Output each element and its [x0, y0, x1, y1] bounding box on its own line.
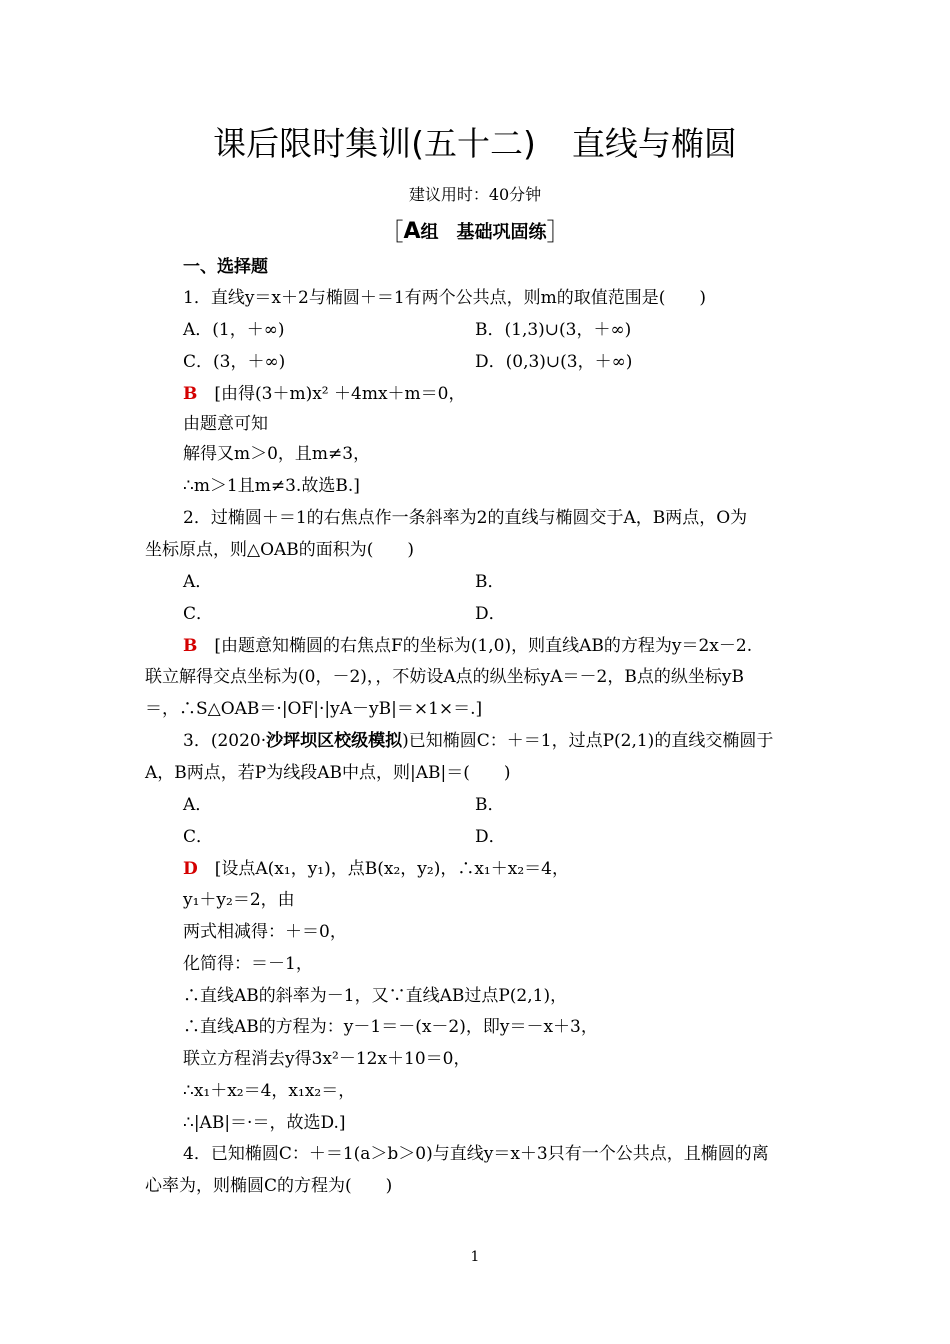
q2-option-b: B． [475, 572, 505, 592]
q1-option-d: D．(0,3)∪(3，＋∞) [475, 352, 633, 372]
q1-solution-line: 解得又m＞0，且m≠3， [183, 444, 371, 464]
q3-solution-line: 联立方程消去y得3x²－12x＋10＝0， [183, 1049, 471, 1069]
q3-stem: 3．(2020·沙坪坝区校级模拟)已知椭圆C：＋＝1，过点P(2,1)的直线交椭圆于 [183, 731, 774, 751]
q3-solution-line: D [设点A(x₁，y₁)，点B(x₂，y₂)，∴x₁＋x₂＝4， [183, 859, 569, 879]
q2-solution-line: B [由题意知椭圆的右焦点F的坐标为(1,0)，则直线AB的方程为y＝2x－2. [183, 636, 753, 656]
time-hint: 建议用时：40分钟 [408, 185, 542, 204]
q2-stem: 坐标原点，则△OAB的面积为( ) [145, 540, 415, 560]
q2-option-a: A． [183, 572, 213, 592]
q1-stem: 1．直线y＝x＋2与椭圆＋＝1有两个公共点，则m的取值范围是( ) [183, 288, 707, 308]
q3-option-c: C． [183, 827, 214, 847]
q3-solution-line: ∴x₁＋x₂＝4，x₁x₂＝， [183, 1081, 356, 1101]
q2-option-d: D． [475, 604, 506, 624]
title-topic: 直线与椭圆 [571, 124, 737, 163]
q1-solution-line: 由题意可知 [183, 414, 268, 434]
q3-stem: A，B两点，若P为线段AB中点，则|AB|＝( ) [145, 763, 511, 783]
q1-option-b: B．(1,3)∪(3，＋∞) [475, 320, 632, 340]
q1-solution-line: B [由得(3＋m)x² ＋4mx＋m＝0， [183, 384, 466, 404]
q3-option-a: A． [183, 795, 213, 815]
q4-stem: 4．已知椭圆C：＋＝1(a＞b＞0)与直线y＝x＋3只有一个公共点，且椭圆的离 [183, 1144, 769, 1164]
q1-solution-line: ∴m＞1且m≠3.故选B.] [183, 476, 360, 496]
q1-answer: B [183, 384, 198, 404]
section-heading: 一、选择题 [183, 257, 268, 277]
q4-stem: 心率为，则椭圆C的方程为( ) [145, 1176, 393, 1196]
q3-solution-line: ∴直线AB的斜率为－1，又∵直线AB过点P(2,1)， [183, 986, 568, 1006]
page-title [0, 122, 950, 166]
q3-option-d: D． [475, 827, 506, 847]
page-number: 1 [470, 1249, 480, 1265]
q1-option-a: A．(1，＋∞) [183, 320, 285, 340]
q3-option-b: B． [475, 795, 505, 815]
title-main: 课后限时集训(五十二) [213, 124, 536, 163]
q3-solution-line: ∴直线AB的方程为：y－1＝－(x－2)，即y＝－x＋3， [183, 1017, 598, 1037]
q3-solution-line: 两式相减得：＋＝0， [183, 922, 347, 942]
q2-solution-line: 联立解得交点坐标为(0，－2)，，不妨设A点的纵坐标yA＝－2，B点的纵坐标yB [145, 667, 744, 687]
q2-option-c: C． [183, 604, 214, 624]
q2-solution-line: ＝，∴S△OAB＝·|OF|·|yA－yB|＝×1×＝.] [145, 699, 483, 719]
q3-solution-line: ∴|AB|＝·＝，故选D.] [183, 1113, 346, 1133]
group-header: ［A组 基础巩固练］ [379, 218, 571, 246]
q2-stem: 2．过椭圆＋＝1的右焦点作一条斜率为2的直线与椭圆交于A，B两点，O为 [183, 508, 748, 528]
q3-solution-line: 化简得：＝－1， [183, 954, 313, 974]
q1-option-c: C．(3，＋∞) [183, 352, 286, 372]
q3-solution-line: y₁＋y₂＝2，由 [183, 890, 295, 910]
q3-answer: D [183, 859, 198, 879]
q2-answer: B [183, 636, 198, 656]
